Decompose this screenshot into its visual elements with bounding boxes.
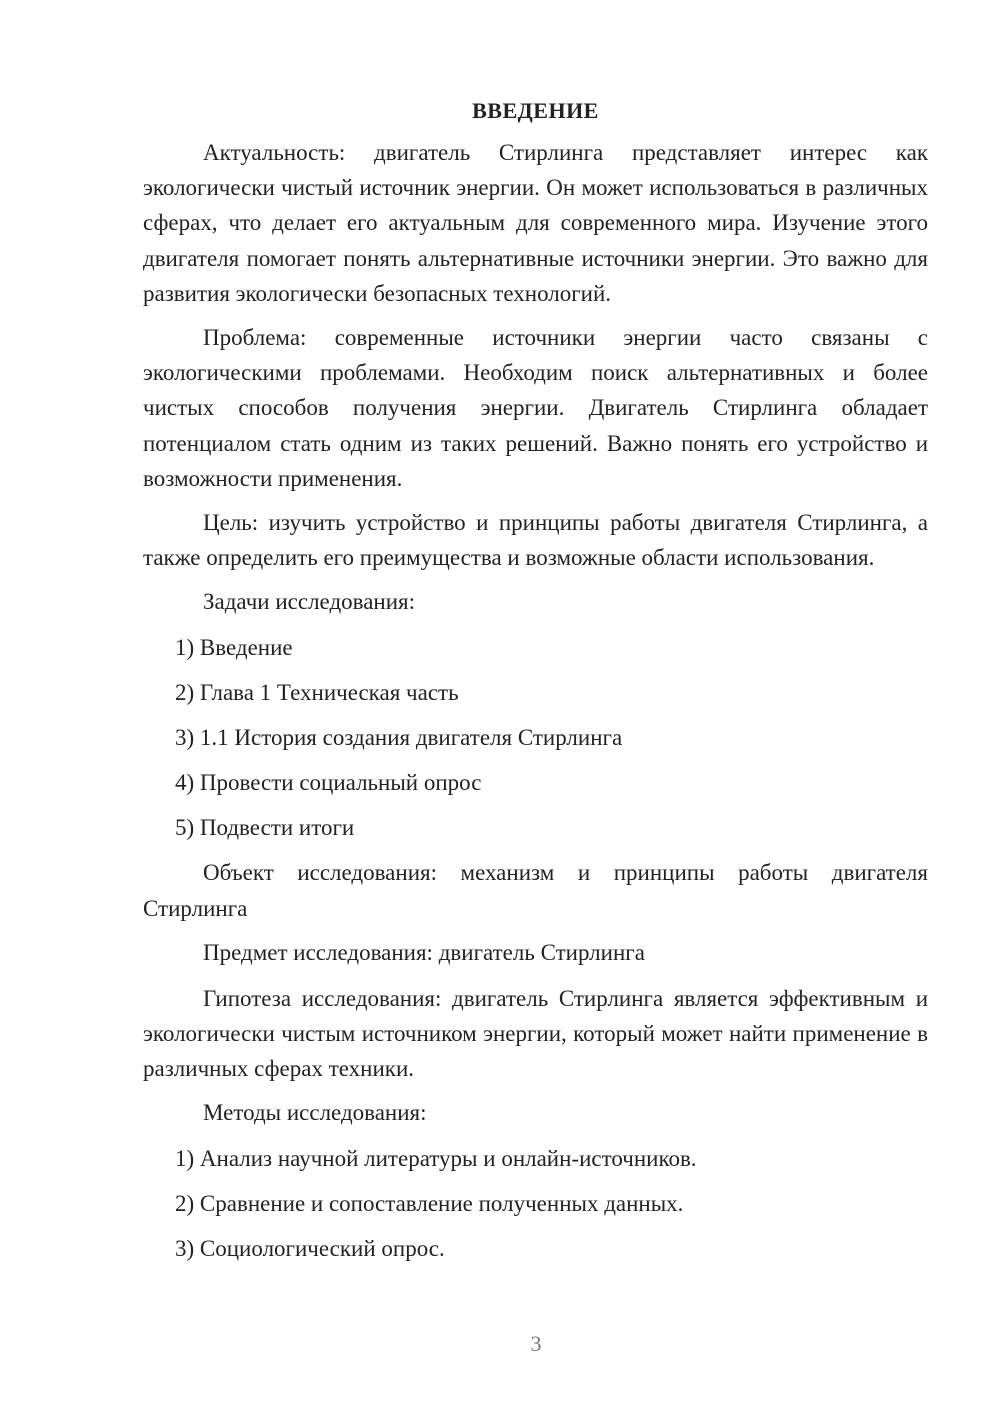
object-paragraph: Объект исследования: механизм и принципы работы двигателя Стирлинга — [143, 860, 928, 921]
document-page — [143, 96, 928, 1276]
goal-paragraph: Цель: изучить устройство и принципы работы двигателя Стирлинга, а также определить его преимущества и возможные области использования. — [143, 510, 928, 571]
task-item: 3) 1.1 История создания двигателя Стирлинга — [175, 725, 623, 751]
page-number: 3 — [530, 1331, 542, 1356]
subject-paragraph: Предмет исследования: двигатель Стирлинга — [203, 939, 645, 965]
problem-paragraph: Проблема: современные источники энергии часто связаны с экологическими проблемами. Необходим поиск альтернативных и более чистых способов получения энергии. Двигатель Стирлинга обладает потенциалом стать одним из таких решений. Важно понять его устройство и возможности применения. — [143, 325, 928, 491]
method-item: 2) Сравнение и сопоставление полученных данных. — [175, 1191, 684, 1217]
hypothesis-paragraph: Гипотеза исследования: двигатель Стирлинга является эффективным и экологически чистым источником энергии, который может найти применение в различных сферах техники. — [143, 985, 928, 1082]
task-item: 1) Введение — [175, 635, 293, 661]
task-item: 2) Глава 1 Техническая часть — [175, 680, 459, 706]
methods-heading: Методы исследования: — [203, 1100, 427, 1126]
method-item: 3) Социологический опрос. — [175, 1236, 445, 1262]
relevance-paragraph: Актуальность: двигатель Стирлинга представляет интерес как экологически чистый источник энергии. Он может использоваться в различных сферах, что делает его актуальным для современного мира. Изучение этого двигателя помогает понять альтернативные источники энергии. Это важно для развития экологически безопасных технологий. — [143, 140, 928, 306]
method-item: 1) Анализ научной литературы и онлайн-источников. — [175, 1146, 697, 1172]
task-item: 5) Подвести итоги — [175, 815, 355, 841]
page-title: ВВЕДЕНИЕ — [472, 98, 599, 123]
task-item: 4) Провести социальный опрос — [175, 770, 482, 796]
tasks-heading: Задачи исследования: — [203, 589, 416, 615]
